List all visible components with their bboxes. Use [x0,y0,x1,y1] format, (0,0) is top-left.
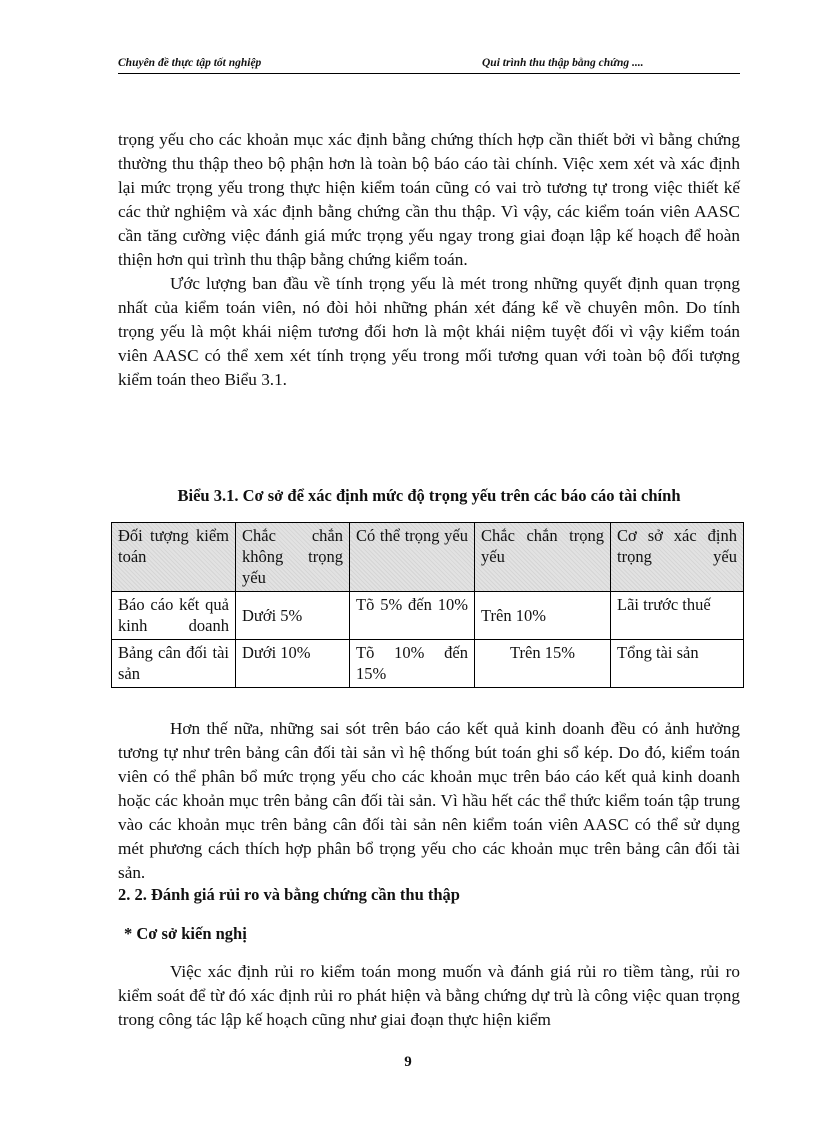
header-cell: Chắc chắn trọng yếu [475,523,611,592]
paragraph-continuation [118,128,740,272]
table-cell: Lãi trước thuế [611,592,744,640]
table-row [112,640,744,688]
table-row [112,592,744,640]
header-cell: Có thể trọng yếu [350,523,475,592]
section-heading: 2. 2. Đánh giá rủi ro và bằng chứng cần thu thập [118,885,460,904]
table-header-row [112,523,744,592]
table-cell: Tõ 10% đến 15% [350,640,475,688]
table-cell: Dưới 10% [236,640,350,688]
table-cell: Dưới 5% [236,592,350,640]
page-header [118,55,740,74]
paragraph-text: trọng yếu cho các khoản mục xác định bằng chứng thích hợp cần thiết bởi vì bằng chứng thường thu thập theo bộ phận hơn là toàn bộ báo cáo tài chính. Việc xem xét và xác định lại mức trọng yếu trong thực hiện kiểm toán cũng có vai trò tương tự trong việc thiết kế các thử nghiệm và xác định bằng chứng cần thu thập. Vì vậy, các kiểm toán viên AASC cần tăng cường việc đánh giá mức trọng yếu ngay trong giai đoạn lập kế hoạch để hoàn thiện hơn qui trình thu thập bằng chứng kiểm toán. [118,130,740,269]
table-cell: Tõ 5% đến 10% [350,592,475,640]
paragraph-text: Hơn thế nữa, những sai sót trên báo cáo kết quả kinh doanh đều có ảnh hưởng tương tự như trên bảng cân đối tài sản vì hệ thống bút toán ghi sổ kép. Do đó, kiểm toán viên có thể phân bổ mức trọng yếu cho các khoản mục trên báo cáo kết quả kinh doanh hoặc các khoản mục trên bảng cân đối tài sản. Vì hầu hết các thể thức kiểm toán tập trung vào các khoản mục trên bảng cân đối tài sản nên kiểm toán viên AASC có thể sử dụng mét phương cách thích hợp phân bổ trọng yếu cho các khoản mục trên bảng cân đối tài sản. [118,719,740,882]
table-cell: Trên 10% [475,592,611,640]
header-right-title: Qui trình thu thập bằng chứng .... [482,57,644,69]
table-cell: Báo cáo kết quả kinh doanh [112,592,236,640]
paragraph-risk-assessment [118,960,740,1032]
header-cell: Chắc chắn không trọng yếu [236,523,350,592]
paragraph-materiality-estimate [118,272,740,392]
table-cell: Trên 15% [475,640,611,688]
table-cell: Tổng tài sản [611,640,744,688]
table-cell: Bảng cân đối tài sản [112,640,236,688]
paragraph-text: Ước lượng ban đầu về tính trọng yếu là mét trong những quyết định quan trọng nhất của kiểm toán viên, nó đòi hỏi những phán xét đáng kể về chuyên môn. Do tính trọng yếu là một khái niệm tương đối hơn là một khái niệm tuyệt đối vì vậy kiểm toán viên AASC có thể xem xét tính trọng yếu trong mối tương quan với toàn bộ đối tượng kiểm toán theo Biểu 3.1. [118,274,740,389]
table-caption: Biểu 3.1. Cơ sở để xác định mức độ trọng yếu trên các báo cáo tài chính [177,486,681,505]
header-cell: Đối tượng kiểm toán [112,523,236,592]
header-left-title: Chuyên đề thực tập tốt nghiệp [118,57,262,69]
materiality-table [111,522,744,688]
header-cell: Cơ sở xác định trọng yếu [611,523,744,592]
paragraph-allocation [118,717,740,885]
page-number: 9 [404,1054,412,1070]
subsection-heading: * Cơ sở kiến nghị [124,924,247,943]
paragraph-text: Việc xác định rủi ro kiểm toán mong muốn và đánh giá rủi ro tiềm tàng, rủi ro kiểm soát để từ đó xác định rủi ro phát hiện và bằng chứng dự trù là công việc quan trọng trong công tác lập kế hoạch cũng như giai đoạn thực hiện kiểm [118,962,740,1029]
